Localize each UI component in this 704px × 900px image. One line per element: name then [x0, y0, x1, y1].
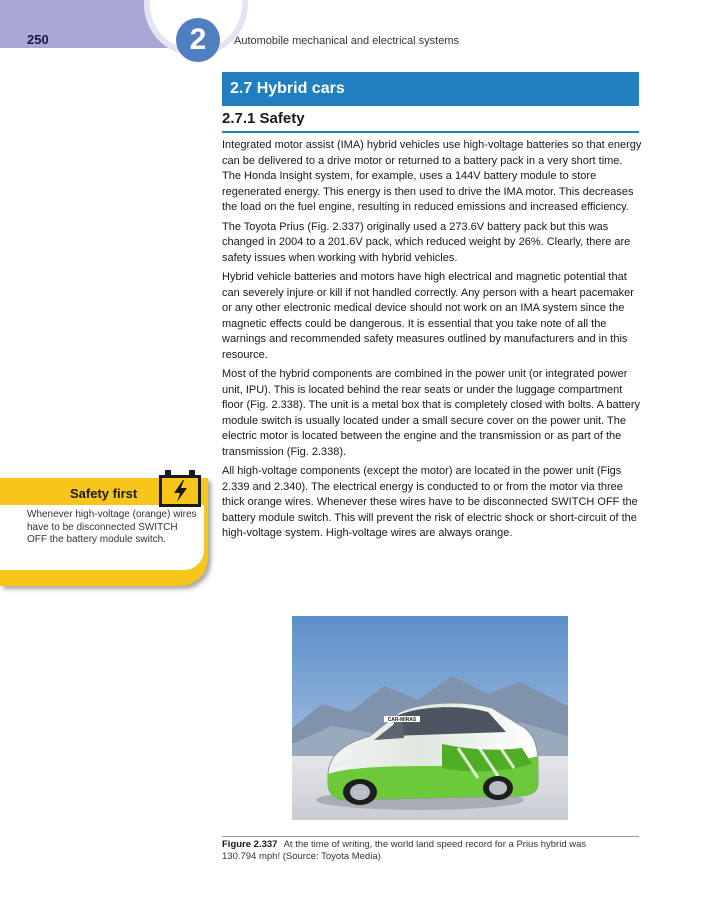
- paragraph: The Toyota Prius (Fig. 2.337) originally used a 273.6V battery pack but this was changed in 2004 to a 201.6V pack, which reduced weight by 26%. Clearly, there are safety issues when working with hybrid vehicles.: [222, 220, 631, 264]
- prius-photo: [292, 616, 568, 820]
- sidebar-title: Safety first: [70, 486, 138, 501]
- running-title: Automobile mechanical and electrical systems: [234, 35, 459, 47]
- subsection-heading: 2.7.1 Safety: [222, 110, 639, 133]
- paragraph: All high-voltage components (except the motor) are located in the power unit (Figs 2.339 and 2.340). The electrical energy is conducted to or from the motor via three thick orange wires. Whenever these wires have to be disconnected SWITCH OFF the battery module switch. This will prevent the risk of electric shock or short-circuit of the high-voltage system. High-voltage wires are always orange.: [222, 465, 638, 539]
- paragraph: Hybrid vehicle batteries and motors have high electrical and magnetic potential that can severely injure or kill if not handled correctly. Any person with a heart pacemaker or any other electronic medical device should not work on an IMA system since the magnetic effects could be dangerous. It is essential that you take note of all the warnings and recommended safety measures outlined by manufacturers and in this resource.: [222, 271, 634, 361]
- sidebar-body: [0, 505, 204, 570]
- car-lettering: CAR-MIRAS: [387, 717, 417, 723]
- figure-label: Figure 2.337: [222, 839, 278, 850]
- figure-rule: [222, 836, 639, 837]
- paragraph: Most of the hybrid components are combined in the power unit (or integrated power unit, IPU). This is located behind the rear seats or under the luggage compartment floor (Fig. 2.338). The unit is a metal box that is completely closed with bolts. A battery module switch is usually located under a small secure cover on the power unit. The electric motor is located between the engine and the transmission or as part of the transmission (Fig. 2.338).: [222, 368, 640, 458]
- figure-caption: [222, 839, 622, 863]
- paragraph: Integrated motor assist (IMA) hybrid vehicles use high-voltage batteries so that energy can be delivered to a drive motor or returned to a battery pack in a very short time. The Honda Insight system, for example, uses a 144V battery module to store regenerated energy. This energy is then used to drive the IMA motor. This decreases the load on the fuel engine, resulting in reduced emissions and increased efficiency.: [222, 139, 642, 213]
- section-heading: 2.7 Hybrid cars: [222, 72, 639, 106]
- page-number: 250: [27, 32, 49, 47]
- sidebar-text: Whenever high-voltage (orange) wires have to be disconnected SWITCH OFF the battery module switch.: [27, 509, 197, 545]
- body-text: [222, 138, 642, 546]
- page-header: [0, 0, 704, 56]
- chapter-number-badge: 2: [176, 18, 220, 62]
- battery-lightning-icon: [157, 469, 207, 509]
- figure-caption-text: At the time of writing, the world land speed record for a Prius hybrid was 130.794 mph! (Source: Toyota Media): [222, 839, 587, 862]
